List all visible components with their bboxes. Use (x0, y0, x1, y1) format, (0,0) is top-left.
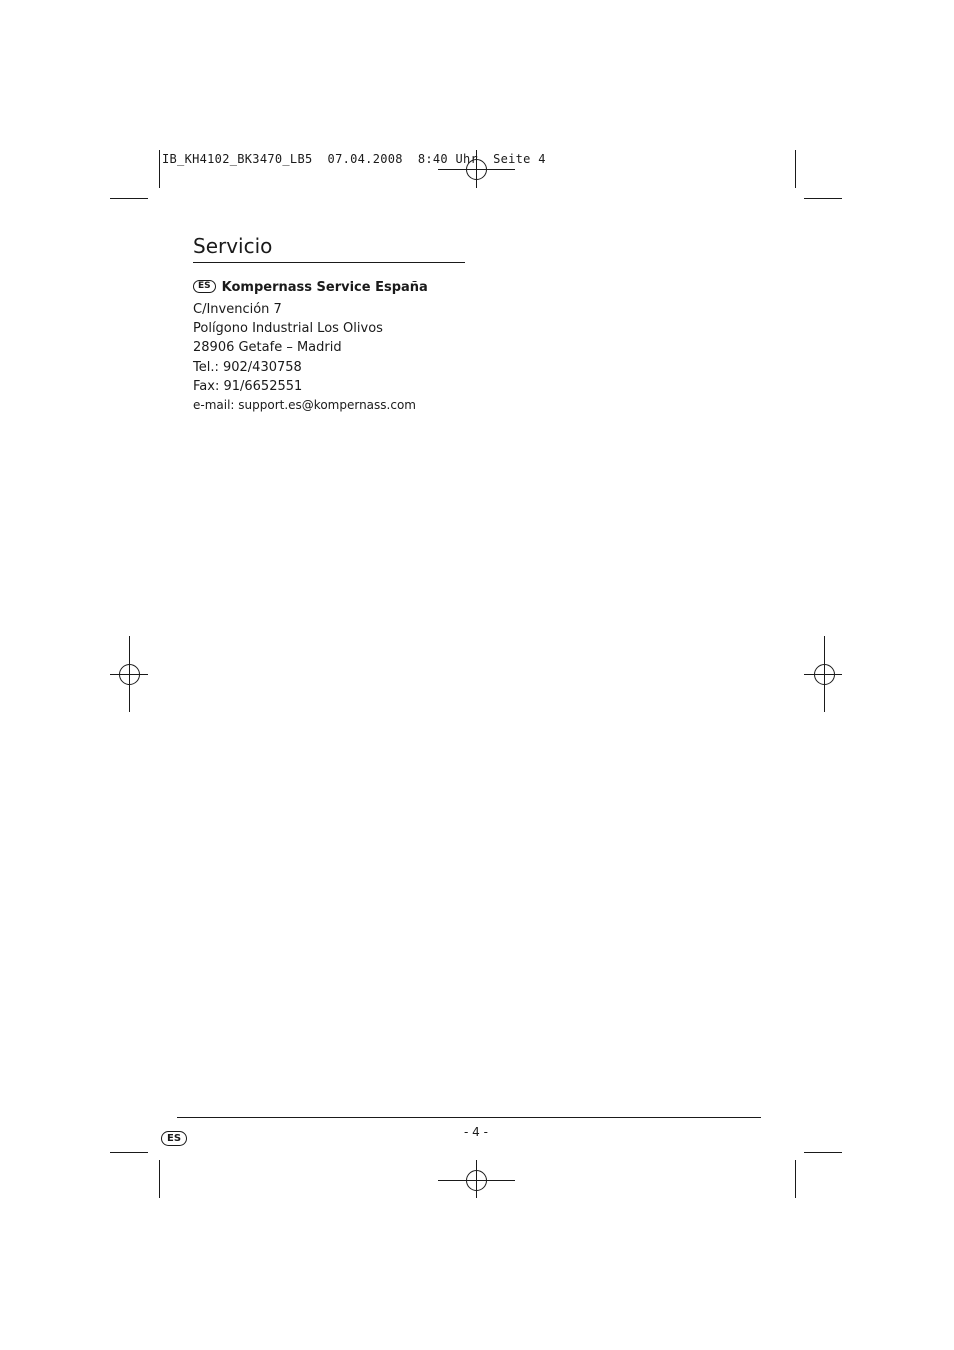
crop-mark-top-right-vertical (795, 150, 796, 188)
crop-mark-bottom-right-horizontal (804, 1152, 842, 1153)
crop-mark-top-right-horizontal (804, 198, 842, 199)
footer-language (161, 1128, 187, 1147)
crop-mark-top-left-horizontal (110, 198, 148, 199)
address-tel: Tel.: 902/430758 (193, 359, 302, 375)
registration-mark-left-circle (119, 664, 140, 685)
footer-country-badge: ES (161, 1131, 187, 1146)
registration-mark-right-circle (814, 664, 835, 685)
title-underline (193, 262, 465, 263)
page-title: Servicio (193, 234, 273, 258)
address-city: 28906 Getafe – Madrid (193, 340, 342, 356)
crop-mark-top-left-vertical (159, 150, 160, 188)
registration-mark-bottom-circle (466, 1170, 487, 1191)
print-slug: IB_KH4102_BK3470_LB5 07.04.2008 8:40 Uhr Seite 4 (162, 152, 546, 166)
crop-mark-bottom-left-horizontal (110, 1152, 148, 1153)
crop-mark-bottom-left-vertical (159, 1160, 160, 1198)
page-number: - 4 - (464, 1125, 488, 1139)
address-street: C/Invención 7 (193, 302, 282, 317)
crop-mark-bottom-right-vertical (795, 1160, 796, 1198)
country-badge: ES (193, 280, 216, 293)
service-company (193, 280, 428, 295)
footer-rule (177, 1117, 761, 1118)
address-email: e-mail: support.es@kompernass.com (193, 398, 416, 413)
service-address (193, 300, 416, 415)
address-fax: Fax: 91/6652551 (193, 378, 303, 394)
company-name: Kompernass Service España (221, 280, 428, 295)
address-area: Polígono Industrial Los Olivos (193, 321, 383, 337)
